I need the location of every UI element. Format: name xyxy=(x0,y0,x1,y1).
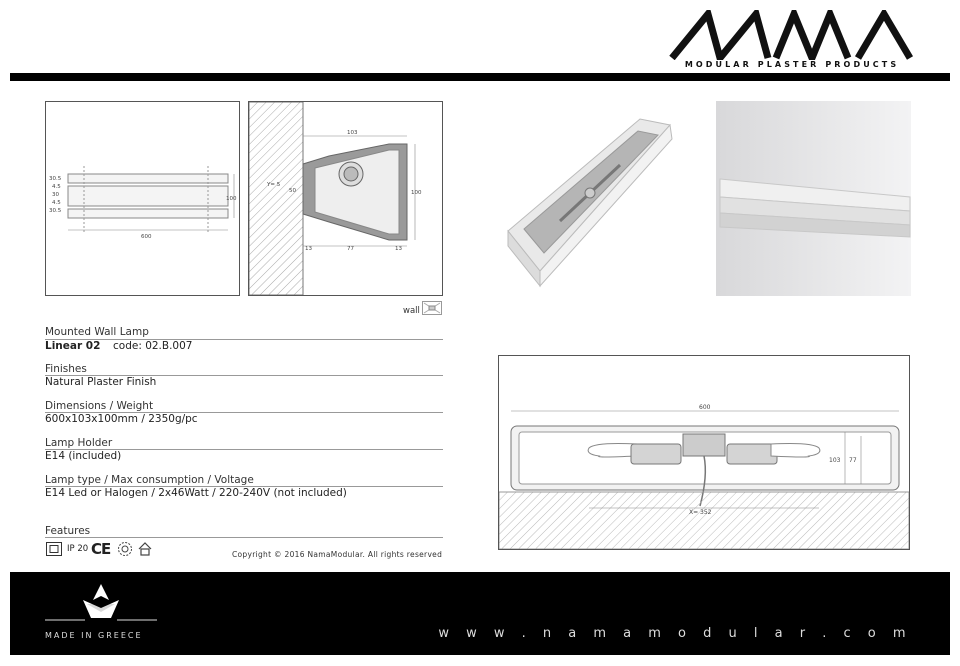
front-dim-1: 30.5 xyxy=(49,176,62,182)
spec-value-lamp-holder: E14 (included) xyxy=(45,450,122,462)
front-dim-width: 600 xyxy=(141,234,152,240)
plan-dim-depth-outer: 103 xyxy=(829,457,841,464)
plan-view-drawing xyxy=(498,355,910,550)
header-bar xyxy=(10,73,950,81)
product-code: code: 02.B.007 xyxy=(113,340,193,352)
front-dim-4: 4.5 xyxy=(52,200,61,206)
front-dim-3: 30 xyxy=(52,192,59,198)
copyright-text: Copyright © 2016 NamaModular. All rights reserved xyxy=(232,550,443,559)
side-dim-inner: 77 xyxy=(347,246,354,252)
side-dim-margin-right: 13 xyxy=(395,246,402,252)
recycle-icon xyxy=(117,541,133,557)
ce-mark-icon: CE xyxy=(91,540,111,558)
features-label: Features xyxy=(45,525,91,537)
wall-label: wall xyxy=(403,306,420,316)
side-dim-depth: 103 xyxy=(347,130,358,136)
front-dim-height: 100 xyxy=(226,196,237,202)
wall-mount-icon xyxy=(422,301,442,315)
divider xyxy=(45,339,443,340)
spec-value-lamp-type: E14 Led or Halogen / 2x46Watt / 220-240V (not included) xyxy=(45,487,347,499)
plan-dim-mount: X= 352 xyxy=(689,509,712,516)
side-dim-margin-left: 13 xyxy=(305,246,312,252)
side-dim-height: 100 xyxy=(411,190,422,196)
class-ii-icon xyxy=(46,542,62,556)
front-dim-2: 4.5 xyxy=(52,184,61,190)
plan-dim-total: 600 xyxy=(699,404,711,411)
front-dim-5: 30.5 xyxy=(49,208,62,214)
indoor-use-icon xyxy=(137,541,153,557)
side-view-drawing xyxy=(248,101,443,296)
product-category: Mounted Wall Lamp xyxy=(45,326,149,338)
ip-rating: IP 20 xyxy=(67,544,89,554)
website-link[interactable]: w w w . n a m a m o d u l a r . c o m xyxy=(438,626,912,641)
divider xyxy=(45,537,443,538)
product-photo-open xyxy=(500,101,680,296)
side-dim-offset: 50 xyxy=(289,188,296,194)
product-name: Linear 02 xyxy=(45,340,101,352)
side-dim-angle: Y= 5 xyxy=(267,182,281,188)
spec-label-lamp-holder: Lamp Holder xyxy=(45,437,113,449)
boat-logo-icon xyxy=(45,582,157,624)
front-view-drawing xyxy=(45,101,240,296)
plan-dim-depth-inner: 77 xyxy=(849,457,857,464)
spec-label-finishes: Finishes xyxy=(45,363,87,375)
brand-tagline: MODULAR PLASTER PRODUCTS xyxy=(684,60,900,69)
product-photo-wall xyxy=(716,101,911,296)
spec-value-finishes: Natural Plaster Finish xyxy=(45,376,157,388)
spec-label-lamp-type: Lamp type / Max consumption / Voltage xyxy=(45,474,254,486)
nama-logo xyxy=(668,10,914,60)
spec-value-dimensions: 600x103x100mm / 2350g/pc xyxy=(45,413,198,425)
spec-label-dimensions: Dimensions / Weight xyxy=(45,400,154,412)
made-in-greece: MADE IN GREECE xyxy=(45,631,143,640)
